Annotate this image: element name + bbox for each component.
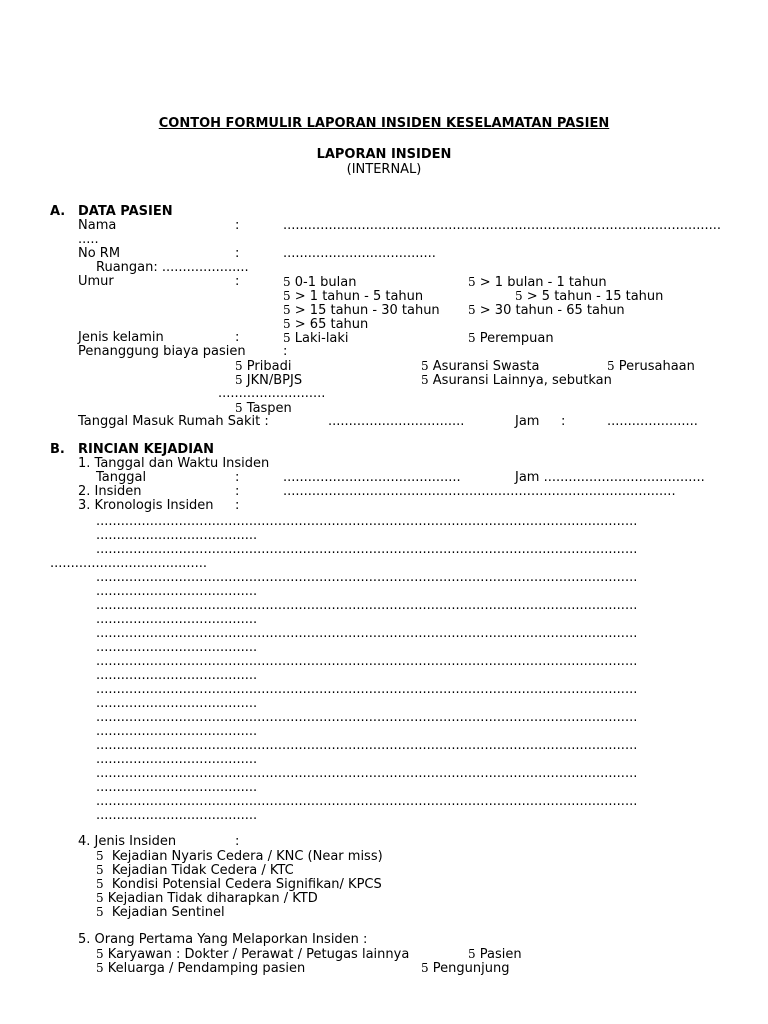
kronologis-line-end: ....................................... — [96, 584, 258, 599]
umur-option-3[interactable]: 5 > 1 tahun - 5 tahun — [283, 289, 424, 304]
umur-option-4[interactable]: 5 > 5 tahun - 15 tahun — [515, 289, 664, 304]
section-a-heading: DATA PASIEN — [78, 204, 173, 219]
checkbox-icon: 5 — [96, 961, 104, 975]
checkbox-icon: 5 — [515, 289, 523, 303]
kronologis-line[interactable]: ................................................................................................................................... — [96, 599, 638, 613]
checkbox-icon: 5 — [235, 373, 243, 387]
umur-option-5[interactable]: 5 > 15 tahun - 30 tahun — [283, 303, 440, 318]
ruangan-field[interactable]: Ruangan: ..................... — [96, 260, 249, 275]
biaya-label: Penanggung biaya pasien — [78, 344, 246, 359]
tanggal-masuk-field[interactable]: ................................. — [328, 414, 465, 429]
kronologis-line-end: ...................................... — [50, 556, 208, 571]
item-1-label: 1. Tanggal dan Waktu Insiden — [78, 456, 270, 471]
checkbox-icon: 5 — [235, 359, 243, 373]
kronologis-line-end: ....................................... — [96, 696, 258, 711]
item-2-label: 2. Insiden — [78, 484, 142, 499]
kronologis-line-end: ....................................... — [96, 808, 258, 823]
report-title: LAPORAN INSIDEN — [316, 147, 452, 162]
kronologis-line-end: ....................................... — [96, 528, 258, 543]
jam-masuk-label: Jam — [515, 414, 540, 429]
jenis-option-kpcs[interactable]: 5 Kondisi Potensial Cedera Signifikan/ KPCS — [96, 877, 382, 892]
umur-option-2[interactable]: 5 > 1 bulan - 1 tahun — [468, 275, 607, 290]
jenis-option-sentinel[interactable]: 5 Kejadian Sentinel — [96, 905, 225, 920]
checkbox-icon: 5 — [96, 849, 104, 863]
gender-option-female[interactable]: 5 Perempuan — [468, 331, 554, 346]
jenis-option-ktd[interactable]: 5 Kejadian Tidak diharapkan / KTD — [96, 891, 318, 906]
checkbox-icon: 5 — [96, 877, 104, 891]
jam-masuk-field[interactable]: ...................... — [607, 414, 698, 429]
checkbox-icon: 5 — [283, 275, 291, 289]
insiden-field[interactable]: ............................................................................................... — [283, 484, 676, 499]
checkbox-icon: 5 — [607, 359, 615, 373]
checkbox-icon: 5 — [421, 373, 429, 387]
nama-label: Nama — [78, 218, 117, 233]
tanggal-field[interactable]: ........................................... — [283, 470, 461, 485]
checkbox-icon: 5 — [283, 303, 291, 317]
pelapor-option-pasien[interactable]: 5 Pasien — [468, 947, 522, 962]
checkbox-icon: 5 — [421, 961, 429, 975]
kronologis-colon: : — [235, 498, 240, 513]
jenis-kelamin-colon: : — [235, 330, 240, 345]
biaya-option-jkn[interactable]: 5 JKN/BPJS — [235, 373, 303, 388]
jenis-option-ktc[interactable]: 5 Kejadian Tidak Cedera / KTC — [96, 863, 294, 878]
checkbox-icon: 5 — [96, 891, 104, 905]
gender-option-male[interactable]: 5 Laki-laki — [283, 331, 349, 346]
rm-label: No RM — [78, 246, 121, 261]
kronologis-line[interactable]: ................................................................................................................................... — [96, 767, 638, 781]
jam-masuk-colon: : — [561, 414, 566, 429]
umur-colon: : — [235, 274, 240, 289]
umur-label: Umur — [78, 274, 114, 289]
kronologis-line-end: ....................................... — [96, 640, 258, 655]
item-3-label: 3. Kronologis Insiden — [78, 498, 214, 513]
biaya-option-taspen[interactable]: 5 Taspen — [235, 401, 292, 416]
checkbox-icon: 5 — [283, 317, 291, 331]
tanggal-colon: : — [235, 470, 240, 485]
section-b-letter: B. — [50, 442, 65, 457]
checkbox-icon: 5 — [283, 331, 291, 345]
pelapor-option-keluarga[interactable]: 5 Keluarga / Pendamping pasien — [96, 961, 306, 976]
biaya-option-asuransi-lainnya[interactable]: 5 Asuransi Lainnya, sebutkan — [421, 373, 612, 388]
form-title: CONTOH FORMULIR LAPORAN INSIDEN KESELAMATAN PASIEN — [158, 116, 610, 131]
checkbox-icon: 5 — [96, 947, 104, 961]
umur-option-7[interactable]: 5 > 65 tahun — [283, 317, 369, 332]
checkbox-icon: 5 — [468, 275, 476, 289]
umur-option-6[interactable]: 5 > 30 tahun - 65 tahun — [468, 303, 625, 318]
kronologis-line-end: ....................................... — [96, 668, 258, 683]
kronologis-line[interactable]: ................................................................................................................................... — [96, 711, 638, 725]
report-note: (INTERNAL) — [346, 162, 422, 177]
section-a-letter: A. — [50, 204, 66, 219]
checkbox-icon: 5 — [283, 289, 291, 303]
checkbox-icon: 5 — [468, 331, 476, 345]
umur-option-1[interactable]: 5 0-1 bulan — [283, 275, 357, 290]
kronologis-line[interactable]: ................................................................................................................................... — [96, 683, 638, 697]
tanggal-masuk-label: Tanggal Masuk Rumah Sakit : — [78, 414, 269, 429]
nama-field[interactable]: .......................................................................................................... — [283, 219, 722, 233]
nama-colon: : — [235, 218, 240, 233]
checkbox-icon: 5 — [468, 947, 476, 961]
pelapor-option-pengunjung[interactable]: 5 Pengunjung — [421, 961, 510, 976]
rm-field[interactable]: ..................................... — [283, 246, 436, 261]
kronologis-line[interactable]: ................................................................................................................................... — [96, 515, 638, 529]
pelapor-option-karyawan[interactable]: 5 Karyawan : Dokter / Perawat / Petugas lainnya — [96, 947, 410, 962]
item-5-label: 5. Orang Pertama Yang Melaporkan Insiden : — [78, 932, 368, 947]
jam-insiden-field[interactable]: Jam ....................................... — [515, 470, 705, 485]
kronologis-line-end: ....................................... — [96, 724, 258, 739]
jenis-kelamin-label: Jenis kelamin — [78, 330, 164, 345]
kronologis-line-end: ....................................... — [96, 612, 258, 627]
nama-field-wrap: ..... — [78, 232, 99, 247]
checkbox-icon: 5 — [96, 905, 104, 919]
kronologis-line[interactable]: ................................................................................................................................... — [96, 543, 638, 557]
checkbox-icon: 5 — [421, 359, 429, 373]
rm-colon: : — [235, 246, 240, 261]
kronologis-line[interactable]: ................................................................................................................................... — [96, 571, 638, 585]
checkbox-icon: 5 — [96, 863, 104, 877]
kronologis-line[interactable]: ................................................................................................................................... — [96, 627, 638, 641]
item-4-label: 4. Jenis Insiden — [78, 834, 177, 849]
kronologis-line[interactable]: ................................................................................................................................... — [96, 655, 638, 669]
kronologis-line[interactable]: ................................................................................................................................... — [96, 795, 638, 809]
biaya-option-perusahaan[interactable]: 5 Perusahaan — [607, 359, 695, 374]
checkbox-icon: 5 — [468, 303, 476, 317]
kronologis-line-end: ....................................... — [96, 752, 258, 767]
kronologis-line-end: ....................................... — [96, 780, 258, 795]
jenis-insiden-colon: : — [235, 834, 240, 849]
tanggal-label: Tanggal — [96, 470, 147, 485]
biaya-colon: : — [283, 344, 288, 359]
biaya-option-pribadi[interactable]: 5 Pribadi — [235, 359, 292, 374]
biaya-lainnya-field[interactable]: .......................... — [218, 386, 326, 401]
insiden-colon: : — [235, 484, 240, 499]
checkbox-icon: 5 — [235, 401, 243, 415]
biaya-option-asuransi-swasta[interactable]: 5 Asuransi Swasta — [421, 359, 540, 374]
section-b-heading: RINCIAN KEJADIAN — [78, 442, 214, 457]
jenis-option-knc[interactable]: 5 Kejadian Nyaris Cedera / KNC (Near miss) — [96, 849, 383, 864]
kronologis-line[interactable]: ................................................................................................................................... — [96, 739, 638, 753]
